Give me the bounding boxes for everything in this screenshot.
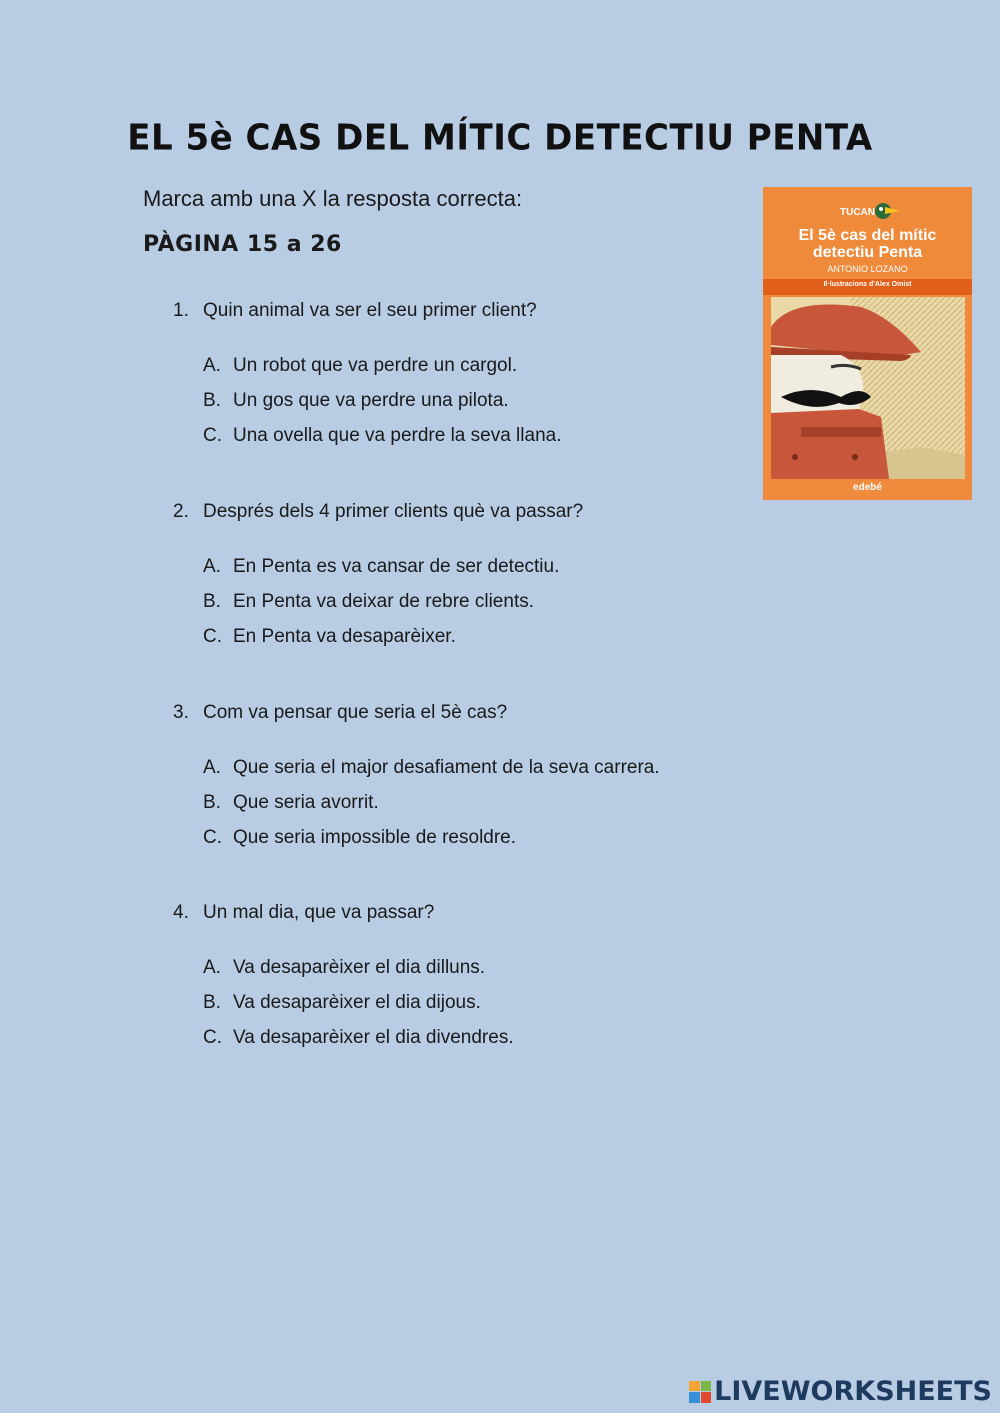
cover-author: ANTONIO LOZANO [827,264,908,274]
option-letter: B. [203,389,221,411]
question-3 [173,702,733,855]
option-text: Va desaparèixer el dia divendres. [233,1026,514,1048]
instruction-text: Marca amb una X la resposta correcta: [143,186,523,211]
question-text: Després dels 4 primer clients què va passar? [203,501,584,522]
option-letter: C. [203,826,222,848]
question-2 [173,501,733,654]
cover-publisher: edebé [853,482,882,493]
option-a[interactable] [203,549,733,584]
option-a[interactable] [203,348,733,383]
question-1 [173,300,733,453]
option-text: Que seria avorrit. [233,791,379,813]
logo-text: LIVEWORKSHEETS [714,1376,992,1407]
option-letter: A. [203,555,221,577]
option-c[interactable] [203,619,733,654]
question-number: 4. [173,902,189,923]
option-letter: B. [203,991,221,1013]
option-letter: C. [203,625,222,647]
option-text: Un robot que va perdre un cargol. [233,354,518,376]
book-cover-image [763,187,972,500]
option-letter: A. [203,956,221,978]
cover-illustrator: Il·lustracions d'Alex Omist [823,281,912,288]
option-b[interactable] [203,383,733,418]
option-letter: A. [203,354,221,376]
option-letter: C. [203,424,222,446]
option-letter: C. [203,1026,222,1048]
detective-illustration [771,297,965,479]
option-text: En Penta va deixar de rebre clients. [233,590,535,612]
option-a[interactable] [203,950,733,985]
question-text: Com va pensar que seria el 5è cas? [203,702,508,723]
option-b[interactable] [203,785,733,820]
option-b[interactable] [203,985,733,1020]
worksheet-title: EL 5è CAS DEL MÍTIC DETECTIU PENTA [127,117,873,159]
question-text: Un mal dia, que va passar? [203,902,435,923]
option-letter: B. [203,590,221,612]
option-c[interactable] [203,418,733,453]
option-text: Una ovella que va perdre la seva llana. [233,424,562,446]
option-text: Va desaparèixer el dia dijous. [233,991,481,1013]
cover-title [763,227,972,261]
liveworksheets-logo-icon [689,1381,711,1403]
option-letter: A. [203,756,221,778]
cover-title-line: detectiu Penta [812,244,923,261]
option-text: Va desaparèixer el dia dilluns. [233,956,486,978]
question-number: 1. [173,300,189,321]
option-text: En Penta es va cansar de ser detectiu. [233,555,560,577]
question-number: 3. [173,702,189,723]
option-letter: B. [203,791,221,813]
cover-title-line: El 5è cas del mític [798,227,937,244]
option-c[interactable] [203,820,733,855]
question-text: Quin animal va ser el seu primer client? [203,300,537,321]
option-text: Que seria el major desafiament de la seva carrera. [233,756,660,778]
cover-brand: TUCAN [840,207,875,218]
option-c[interactable] [203,1020,733,1055]
question-number: 2. [173,501,189,522]
question-4 [173,902,733,1055]
option-text: En Penta va desaparèixer. [233,625,456,647]
option-a[interactable] [203,750,733,785]
option-text: Que seria impossible de resoldre. [233,826,517,848]
option-b[interactable] [203,584,733,619]
toucan-icon [871,199,901,221]
option-text: Un gos que va perdre una pilota. [233,389,509,411]
page-range: PÀGINA 15 a 26 [143,232,342,257]
liveworksheets-logo[interactable] [689,1376,992,1407]
